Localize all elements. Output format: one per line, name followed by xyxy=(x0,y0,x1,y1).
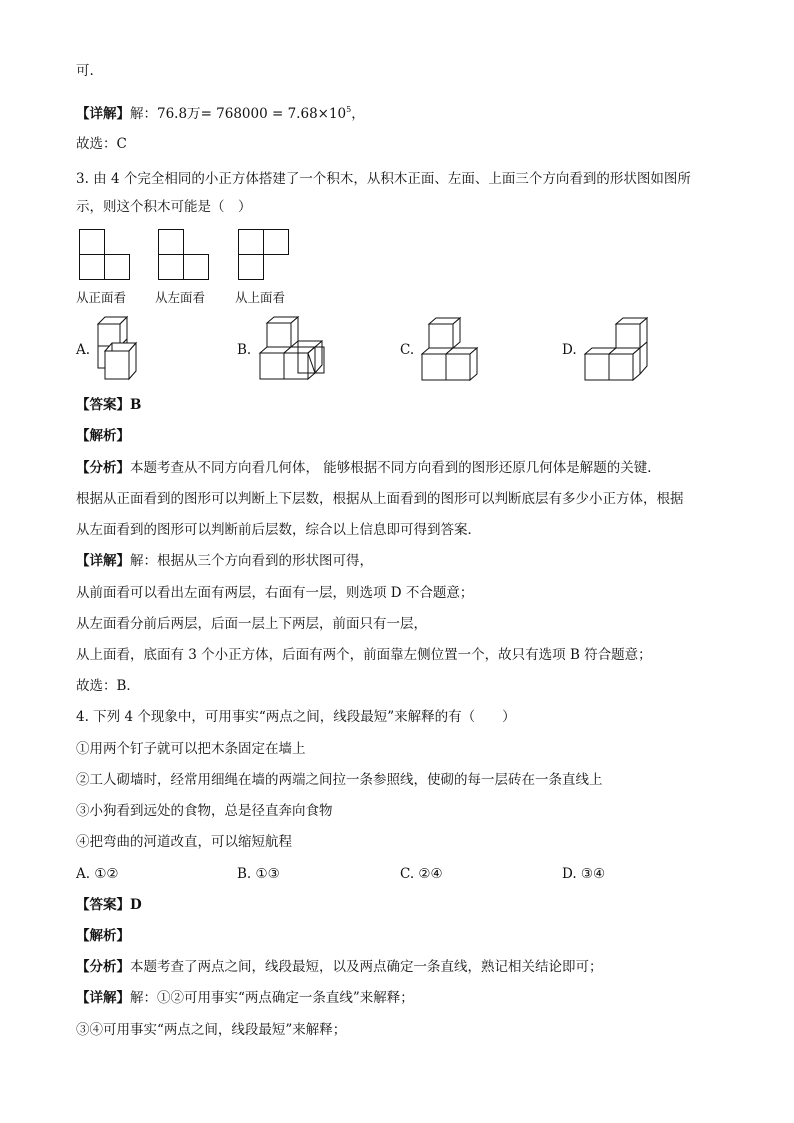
question-3-stem-cont: 示，则这个积木可能是（ ） xyxy=(76,199,252,215)
option-b-label: B. xyxy=(237,342,252,358)
detail-line-2: 从前面看可以看出左面有两层，右面有一层，则选项 D 不合题意； xyxy=(76,585,474,601)
q4-option-a: A. ①② xyxy=(76,866,119,882)
option-b-figure xyxy=(258,315,330,383)
option-c-figure xyxy=(420,316,486,382)
solution-equation: = 768000 = 7.68×10 xyxy=(200,106,347,122)
left-view-figure xyxy=(158,229,212,281)
detail-label: 【详解】 xyxy=(76,106,130,122)
q4-detail-line-2: ③④可用事实“两点之间，线段最短”来解释； xyxy=(76,1022,347,1038)
exponent: 5 xyxy=(346,105,352,114)
detail-line-3: 从左面看分前后两层，后面一层上下两层，前面只有一层， xyxy=(76,616,427,632)
q4-answer-line xyxy=(76,896,142,914)
option-a-label: A. xyxy=(76,342,91,358)
option-d-label: D. xyxy=(562,342,577,358)
q4-option-b: B. ①③ xyxy=(237,866,280,882)
front-view-figure xyxy=(79,229,133,281)
top-view-label: 从上面看 xyxy=(235,290,286,305)
text-line: 可. xyxy=(76,63,94,79)
option-a-figure xyxy=(92,313,152,383)
q4-case-2: ②工人砌墙时，经常用细绳在墙的两端之间拉一条参照线，使砌的每一层砖在一条直线上 xyxy=(76,772,603,788)
q4-analysis-label: 【解析】 xyxy=(76,928,130,944)
analysis-line-3: 从左面看到的图形可以判断前后层数，综合以上信息即可得到答案． xyxy=(76,522,481,538)
q4-analysis-tag: 【分析】 xyxy=(76,959,130,975)
selection-line: 故选：B． xyxy=(76,678,140,694)
solution-line xyxy=(76,101,365,123)
left-view-label: 从左面看 xyxy=(155,290,206,305)
q4-detail-line xyxy=(76,989,414,1007)
solution-text: 解：76.8万 xyxy=(130,106,201,122)
analysis-line-2: 根据从正面看到的图形可以判断上下层数，根据从上面看到的图形可以判断底层有多少小正方体，根据 xyxy=(76,491,684,507)
q4-case-4: ④把弯曲的河道改直，可以缩短航程 xyxy=(76,834,292,850)
answer-line xyxy=(76,396,141,414)
q4-analysis-heading xyxy=(76,927,130,945)
analysis-line xyxy=(76,459,661,477)
answer-text: 【答案】B xyxy=(76,397,142,413)
top-view-figure xyxy=(238,229,292,281)
question-3-stem: 3. 由 4 个完全相同的小正方体搭建了一个积木，从积木正面、左面、上面三个方向看到的形状图如图所 xyxy=(76,171,691,187)
q4-detail-tag: 【详解】 xyxy=(76,990,130,1006)
analysis-tag: 【分析】 xyxy=(76,460,130,476)
q4-case-1: ①用两个钉子就可以把木条固定在墙上 xyxy=(76,741,306,757)
analysis-label: 【解析】 xyxy=(76,428,130,444)
q4-answer-text: 【答案】D xyxy=(76,897,142,913)
analysis-heading xyxy=(76,427,130,445)
q4-analysis-line xyxy=(76,958,603,976)
choice-line: 故选：C xyxy=(76,136,127,152)
q4-option-c: C. ②④ xyxy=(400,866,443,882)
detail-line xyxy=(76,552,373,570)
q4-detail-text: 解：①②可用事实“两点确定一条直线”来解释； xyxy=(130,990,414,1006)
front-view-label: 从正面看 xyxy=(76,290,127,305)
q4-option-d: D. ③④ xyxy=(562,866,606,882)
punctuation: ， xyxy=(351,106,365,122)
q4-case-3: ③小狗看到远处的食物，总是径直奔向食物 xyxy=(76,803,333,819)
detail-text: 解：根据从三个方向看到的形状图可得， xyxy=(130,553,373,569)
option-d-figure xyxy=(583,316,655,382)
analysis-text: 本题考查从不同方向看几何体， 能够根据不同方向看到的图形还原几何体是解题的关键． xyxy=(130,460,661,476)
detail-tag: 【详解】 xyxy=(76,553,130,569)
option-c-label: C. xyxy=(400,342,415,358)
question-4-stem: 4. 下列 4 个现象中，可用事实“两点之间，线段最短”来解释的有（ ） xyxy=(76,709,516,725)
q4-analysis-text: 本题考查了两点之间，线段最短，以及两点确定一条直线，熟记相关结论即可； xyxy=(130,959,603,975)
detail-line-4: 从上面看，底面有 3 个小正方体，后面有两个，前面靠左侧位置一个，故只有选项 B 符合题意； xyxy=(76,647,652,663)
